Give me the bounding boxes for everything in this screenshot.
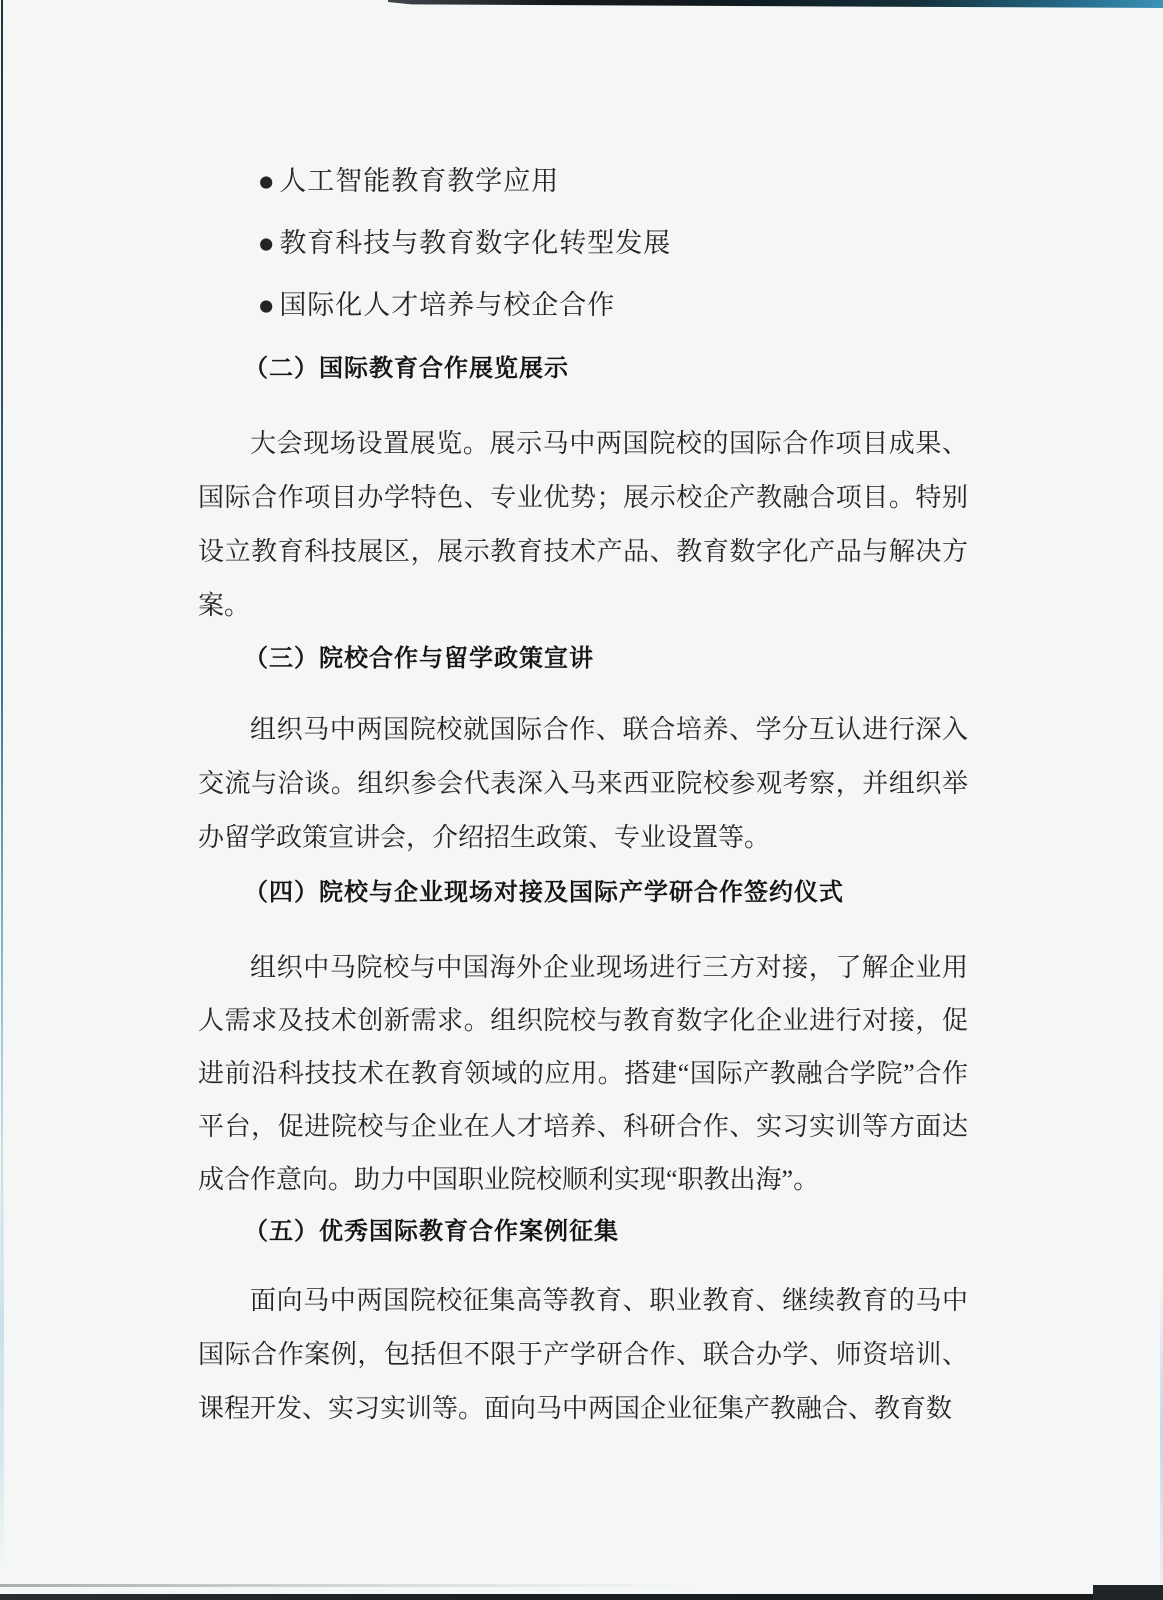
section-paragraph: 组织中马院校与中国海外企业现场进行三方对接，了解企业用人需求及技术创新需求。组织院校与教育数字化企业进行对接，促进前沿科技技术在教育领域的应用。搭建“国际产教融合学院”合作平台，促进院校与企业在人才培养、科研合作、实习实训等方面达成合作意向。助力中国职业院校顺利实现“职教出海”。 [198, 953, 968, 1194]
section-exhibition [198, 349, 968, 633]
section-heading: （五）优秀国际教育合作案例征集 [244, 1219, 619, 1245]
section-paragraph: 面向马中两国院校征集高等教育、职业教育、继续教育的马中国际合作案例，包括但不限于产学研合作、联合办学、师资培训、课程开发、实习实训等。面向马中两国企业征集产教融合、教育数 [198, 1286, 968, 1423]
topic-bullet-list [198, 163, 968, 323]
section-policy-talks [198, 639, 968, 865]
scan-edge-left [1, 0, 3, 1290]
scan-edge-left-cyan [0, 1150, 4, 1570]
list-item [258, 225, 968, 261]
section-paragraph: 大会现场设置展览。展示马中两国院校的国际合作项目成果、国际合作项目办学特色、专业优势；展示校企产教融合项目。特别设立教育科技展区，展示教育技术产品、教育数字化产品与解决方案。 [198, 429, 968, 620]
section-paragraph: 组织马中两国院校就国际合作、联合培养、学分互认进行深入交流与洽谈。组织参会代表深入马来西亚院校参观考察，并组织举办留学政策宣讲会，介绍招生政策、专业设置等。 [198, 715, 968, 852]
scan-edge-top [388, 0, 1163, 8]
topic-label: 国际化人才培养与校企合作 [279, 290, 616, 320]
list-item [258, 163, 968, 199]
topic-label: 人工智能教育教学应用 [279, 166, 560, 196]
document-body [198, 163, 968, 1436]
section-heading: （三）院校合作与留学政策宣讲 [244, 646, 594, 672]
section-case-collection [198, 1212, 968, 1436]
scan-smudge-bottom [0, 1584, 698, 1587]
bullet-icon: ● [257, 227, 276, 259]
scan-edge-bottom [0, 1594, 1163, 1600]
bullet-icon: ● [257, 289, 276, 321]
section-matchmaking-signing [198, 873, 968, 1206]
section-heading: （二）国际教育合作展览展示 [244, 356, 569, 382]
topic-label: 教育科技与教育数字化转型发展 [279, 228, 672, 258]
section-heading: （四）院校与企业现场对接及国际产学研合作签约仪式 [244, 880, 844, 906]
list-item [258, 287, 968, 323]
scan-corner-bottom-right [1093, 1585, 1163, 1600]
bullet-icon: ● [257, 165, 276, 197]
